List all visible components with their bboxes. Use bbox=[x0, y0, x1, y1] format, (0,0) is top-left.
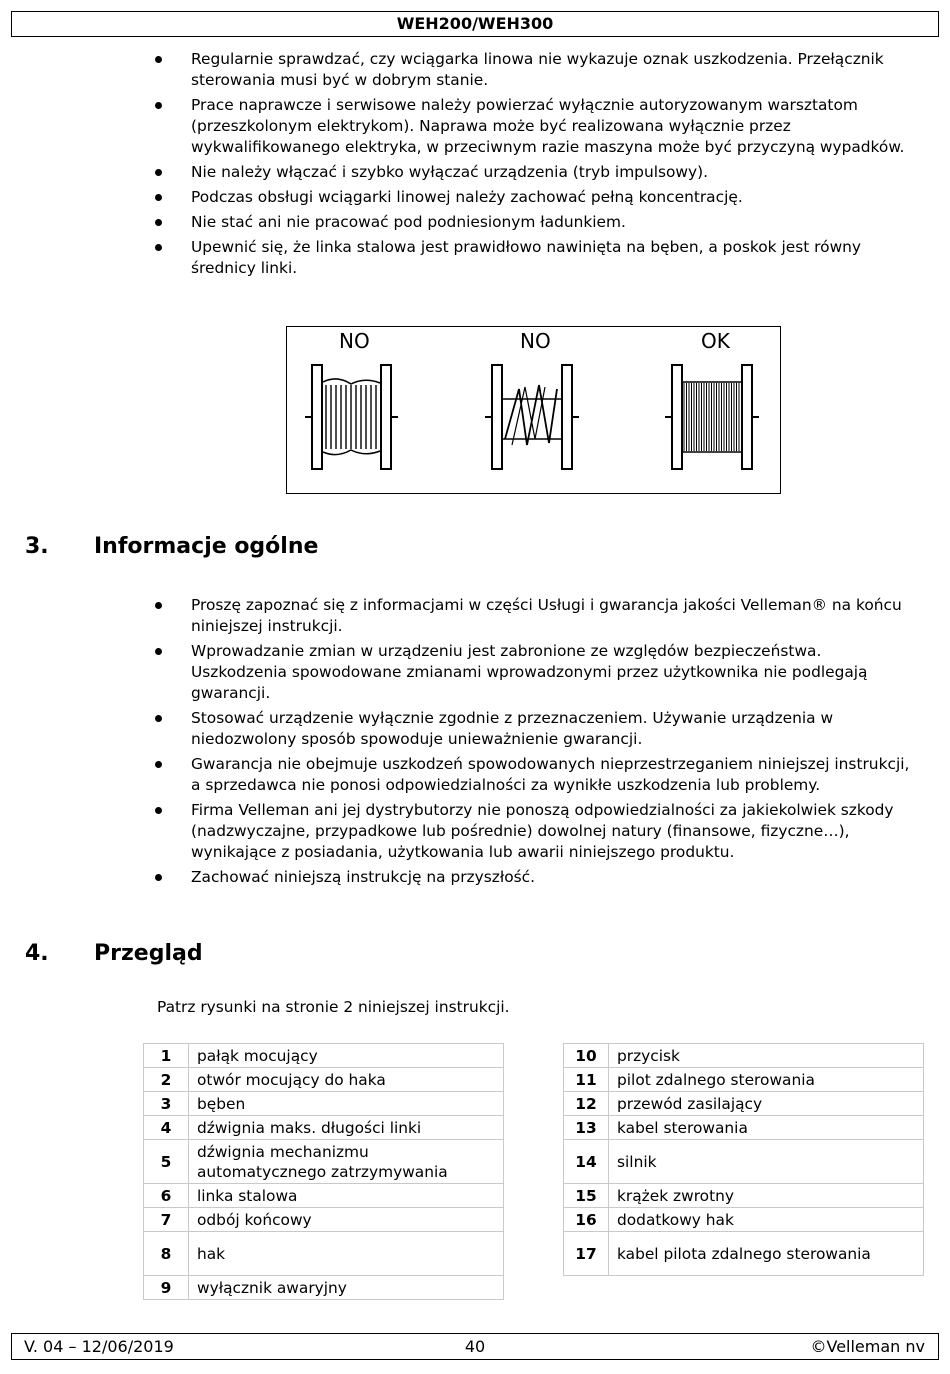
list-item-text: Podczas obsługi wciągarki linowej należy zachować pełną koncentrację. bbox=[191, 188, 743, 206]
table-row bbox=[144, 1068, 504, 1092]
table-row bbox=[144, 1184, 504, 1208]
part-number: 7 bbox=[144, 1208, 189, 1232]
list-item bbox=[155, 187, 915, 208]
list-item-text: Gwarancja nie obejmuje uszkodzeń spowodowanych nieprzestrzeganiem niniejszej instrukcji, a sprzedawca nie ponosi odpowiedzialności za wynikłe uszkodzenia lub problemy. bbox=[191, 755, 910, 794]
bullet-icon bbox=[155, 102, 162, 109]
part-number: 1 bbox=[144, 1044, 189, 1068]
table-row bbox=[144, 1116, 504, 1140]
list-item-text: Nie stać ani nie pracować pod podniesionym ładunkiem. bbox=[191, 213, 626, 231]
section-3-number: 3. bbox=[25, 534, 49, 559]
table-row bbox=[144, 1140, 504, 1184]
part-label: przycisk bbox=[609, 1044, 924, 1068]
part-number: 2 bbox=[144, 1068, 189, 1092]
list-item-text: Proszę zapoznać się z informacjami w części Usługi i gwarancja jakości Velleman® na końcu niniejszej instrukcji. bbox=[191, 596, 902, 635]
cable-winding-figure bbox=[286, 326, 781, 494]
table-row bbox=[144, 1276, 504, 1300]
part-number: 3 bbox=[144, 1092, 189, 1116]
bullet-icon bbox=[155, 169, 162, 176]
parts-table-left bbox=[143, 1043, 504, 1300]
list-item bbox=[155, 708, 915, 750]
part-label: odbój końcowy bbox=[189, 1208, 504, 1232]
part-label: silnik bbox=[609, 1140, 924, 1184]
footer-company: ©Velleman nv bbox=[810, 1337, 925, 1356]
list-item-text: Regularnie sprawdzać, czy wciągarka linowa nie wykazuje oznak uszkodzenia. Przełącznik sterowania musi być w dobrym stanie. bbox=[191, 50, 884, 89]
part-label: przewód zasilający bbox=[609, 1092, 924, 1116]
bullet-icon bbox=[155, 602, 162, 609]
list-item bbox=[155, 212, 915, 233]
list-item bbox=[155, 237, 915, 279]
figure-label-no-1: NO bbox=[339, 329, 370, 353]
part-number: 13 bbox=[564, 1116, 609, 1140]
part-number: 5 bbox=[144, 1140, 189, 1184]
list-item-text: Prace naprawcze i serwisowe należy powierzać wyłącznie autoryzowanym warsztatom (przeszkolonym elektrykom). Naprawa może być realizowana wyłącznie przez wykwalifikowanego elektryka, w przeciwnym razie maszyna może być przyczyną wypadków. bbox=[191, 96, 905, 156]
part-label: dźwignia maks. długości linki bbox=[189, 1116, 504, 1140]
drum-correct-icon bbox=[665, 365, 759, 469]
header-title: WEH200/WEH300 bbox=[396, 14, 554, 33]
bullet-icon bbox=[155, 56, 162, 63]
list-item bbox=[155, 754, 915, 796]
part-number: 11 bbox=[564, 1068, 609, 1092]
part-number: 9 bbox=[144, 1276, 189, 1300]
section-3-title: Informacje ogólne bbox=[94, 534, 319, 559]
figure-label-ok: OK bbox=[701, 329, 730, 353]
footer-version: V. 04 – 12/06/2019 bbox=[24, 1337, 174, 1356]
parts-table-right bbox=[563, 1043, 924, 1276]
bullet-icon bbox=[155, 244, 162, 251]
bullet-icon bbox=[155, 715, 162, 722]
part-number: 12 bbox=[564, 1092, 609, 1116]
page-footer bbox=[11, 1333, 939, 1360]
part-label: dodatkowy hak bbox=[609, 1208, 924, 1232]
figure-label-no-2: NO bbox=[520, 329, 551, 353]
list-item bbox=[155, 595, 915, 637]
table-row bbox=[144, 1092, 504, 1116]
part-number: 17 bbox=[564, 1232, 609, 1276]
section-4-title: Przegląd bbox=[94, 941, 203, 966]
part-number: 15 bbox=[564, 1184, 609, 1208]
part-number: 14 bbox=[564, 1140, 609, 1184]
table-row bbox=[144, 1208, 504, 1232]
part-label: pilot zdalnego sterowania bbox=[609, 1068, 924, 1092]
table-row bbox=[564, 1208, 924, 1232]
list-item bbox=[155, 867, 915, 888]
part-label: otwór mocujący do haka bbox=[189, 1068, 504, 1092]
part-number: 8 bbox=[144, 1232, 189, 1276]
part-label: hak bbox=[189, 1232, 504, 1276]
footer-page-number: 40 bbox=[464, 1337, 486, 1356]
bullet-icon bbox=[155, 807, 162, 814]
part-number: 4 bbox=[144, 1116, 189, 1140]
list-item-text: Nie należy włączać i szybko wyłączać urządzenia (tryb impulsowy). bbox=[191, 163, 709, 181]
table-row bbox=[564, 1184, 924, 1208]
section-4-number: 4. bbox=[25, 941, 49, 966]
part-label: kabel pilota zdalnego sterowania bbox=[609, 1232, 924, 1276]
bullet-icon bbox=[155, 648, 162, 655]
part-number: 6 bbox=[144, 1184, 189, 1208]
list-item-text: Stosować urządzenie wyłącznie zgodnie z przeznaczeniem. Używanie urządzenia w niedozwolony sposób spowoduje unieważnienie gwarancji. bbox=[191, 709, 834, 748]
table-row bbox=[564, 1044, 924, 1068]
general-info-bullet-list bbox=[155, 595, 915, 892]
list-item bbox=[155, 641, 915, 704]
list-item-text: Zachować niniejszą instrukcję na przyszłość. bbox=[191, 868, 536, 886]
list-item-text: Wprowadzanie zmian w urządzeniu jest zabronione ze względów bezpieczeństwa. Uszkodzenia spowodowane zmianami wprowadzonymi przez użytkownika nie podlegają gwarancji. bbox=[191, 642, 868, 702]
overview-intro: Patrz rysunki na stronie 2 niniejszej instrukcji. bbox=[157, 998, 510, 1016]
list-item-text: Upewnić się, że linka stalowa jest prawidłowo nawinięta na bęben, a poskok jest równy średnicy linki. bbox=[191, 238, 862, 277]
part-label: krążek zwrotny bbox=[609, 1184, 924, 1208]
part-label: bęben bbox=[189, 1092, 504, 1116]
safety-bullet-list bbox=[155, 49, 915, 283]
table-row bbox=[564, 1116, 924, 1140]
table-row bbox=[564, 1232, 924, 1276]
list-item bbox=[155, 49, 915, 91]
table-row bbox=[144, 1044, 504, 1068]
part-label: pałąk mocujący bbox=[189, 1044, 504, 1068]
drum-drawings bbox=[287, 327, 782, 495]
table-row bbox=[564, 1140, 924, 1184]
table-row bbox=[564, 1092, 924, 1116]
bullet-icon bbox=[155, 761, 162, 768]
part-label: dźwignia mechanizmu automatycznego zatrzymywania bbox=[189, 1140, 504, 1184]
list-item bbox=[155, 800, 915, 863]
list-item-text: Firma Velleman ani jej dystrybutorzy nie ponoszą odpowiedzialności za jakiekolwiek szkody (nadzwyczajne, przypadkowe lub pośrednie) dowolnej natury (finansowe, fizyczne…), wynikające z posiadania, użytkowania lub awarii niniejszego produktu. bbox=[191, 801, 894, 861]
part-label: wyłącznik awaryjny bbox=[189, 1276, 504, 1300]
bullet-icon bbox=[155, 874, 162, 881]
part-label: kabel sterowania bbox=[609, 1116, 924, 1140]
table-row bbox=[144, 1232, 504, 1276]
list-item bbox=[155, 162, 915, 183]
drum-uneven-icon bbox=[305, 365, 398, 469]
part-label: linka stalowa bbox=[189, 1184, 504, 1208]
bullet-icon bbox=[155, 219, 162, 226]
part-number: 10 bbox=[564, 1044, 609, 1068]
page-header bbox=[11, 11, 939, 37]
bullet-icon bbox=[155, 194, 162, 201]
list-item bbox=[155, 95, 915, 158]
drum-crossed-icon bbox=[485, 365, 579, 469]
part-number: 16 bbox=[564, 1208, 609, 1232]
table-row bbox=[564, 1068, 924, 1092]
